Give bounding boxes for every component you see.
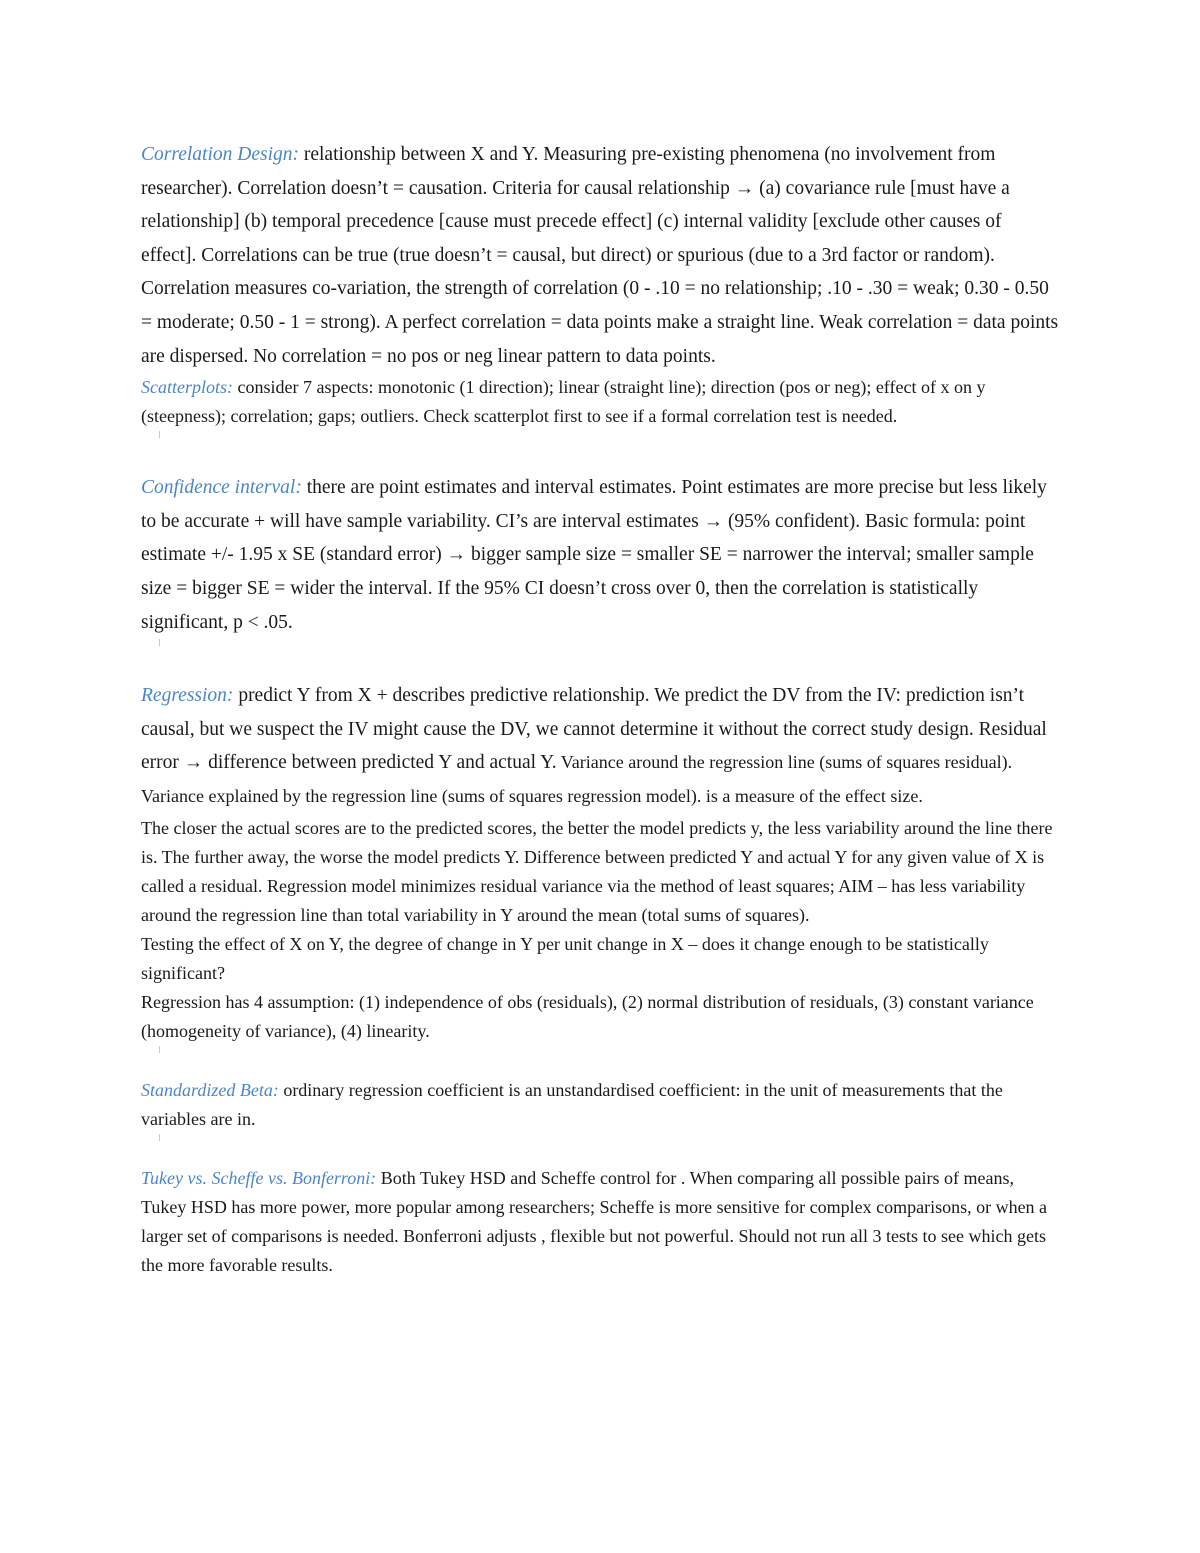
correlation-body: relationship between X and Y. Measuring pre-existing phenomena (no involvement from researcher). Correlation doesn’t = causation. Criteria for causal relationship → (a) covariance rule [must have a relationship] (b) temporal precedence [cause must precede effect] (c) internal validity [exclude other causes of effect]. Correlations can be true (true doesn’t = causal, but direct) or spurious (due to a 3rd factor or random). Correlation measures co-variation, the strength of correlation (0 - .10 = no relationship; .10 - .30 = weak; 0.30 - 0.50 = moderate; 0.50 - 1 = strong). A perfect correlation = data points make a straight line. Weak correlation = data points are dispersed. No correlation = no pos or neg linear pattern to data points.: [141, 144, 1059, 367]
regression-heading: Regression:: [141, 685, 234, 707]
spacer: [141, 639, 1061, 679]
regression-paragraph-4: Regression has 4 assumption: (1) independence of obs (residuals), (2) normal distribution of residuals, (3) constant variance (homogeneity of variance), (4) linearity.: [141, 991, 1034, 1041]
spacer: [141, 1134, 1061, 1164]
beta-heading: Standardized Beta:: [141, 1079, 279, 1100]
posthoc-body: Both Tukey HSD and Scheffe control for . When comparing all possible pairs of means, Tukey HSD has more power, more popular among researchers; Scheffe is more sensitive for complex comparisons, or when a larger set of comparisons is needed. Bonferroni adjusts , flexible but not powerful. Should not run all 3 tests to see which gets the more favorable results.: [141, 1167, 1048, 1275]
scatterplots-paragraph: [141, 373, 1061, 431]
beta-body: ordinary regression coefficient is an unstandardised coefficient: in the unit of measurements that the variables are in.: [141, 1079, 1003, 1129]
beta-paragraph: [141, 1076, 1061, 1134]
spacer: [141, 1046, 1061, 1076]
posthoc-heading: Tukey vs. Scheffe vs. Bonferroni:: [141, 1167, 377, 1188]
spacer: [141, 431, 1061, 471]
confidence-body: there are point estimates and interval estimates. Point estimates are more precise but less likely to be accurate + will have sample variability. CI’s are interval estimates → (95% confident). Basic formula: point estimate +/- 1.95 x SE (standard error) → bigger sample size = smaller SE = narrower the interval; smaller sample size = bigger SE = wider the interval. If the 95% CI doesn’t cross over 0, then the correlation is statistically significant, p < .05.: [141, 477, 1047, 633]
confidence-paragraph: [141, 471, 1061, 639]
confidence-heading: Confidence interval:: [141, 477, 302, 499]
regression-paragraph-3: Testing the effect of X on Y, the degree of change in Y per unit change in X – does it change enough to be statistically significant?: [141, 933, 989, 983]
document-content: [141, 138, 1061, 1280]
scatterplots-heading: Scatterplots:: [141, 377, 233, 398]
regression-body-small: Variance around the regression line (sums of squares residual). Variance explained by the regression line (sums of squares regression model). is a measure of the effect size.: [141, 752, 1013, 806]
regression-paragraph: [141, 679, 1061, 813]
scatterplots-body: consider 7 aspects: monotonic (1 direction); linear (straight line); direction (pos or neg); effect of x on y (steepness); correlation; gaps; outliers. Check scatterplot first to see if a formal correlation test is needed.: [141, 377, 986, 427]
correlation-paragraph: [141, 138, 1061, 373]
correlation-heading: Correlation Design:: [141, 144, 299, 165]
regression-body-large: predict Y from X + describes predictive relationship. We predict the DV from the IV: prediction isn’t causal, but we suspect the IV might cause the DV, we cannot determine it without the correct study design. Residual error → difference between predicted Y and actual Y.: [141, 685, 1047, 774]
regression-paragraph-2: The closer the actual scores are to the predicted scores, the better the model predicts y, the less variability around the line there is. The further away, the worse the model predicts Y. Difference between predicted Y and actual Y for any given value of X is called a residual. Regression model minimizes residual variance via the method of least squares; AIM – has less variability around the regression line than total variability in Y around the mean (total sums of squares).: [141, 817, 1053, 925]
posthoc-paragraph: [141, 1164, 1061, 1280]
